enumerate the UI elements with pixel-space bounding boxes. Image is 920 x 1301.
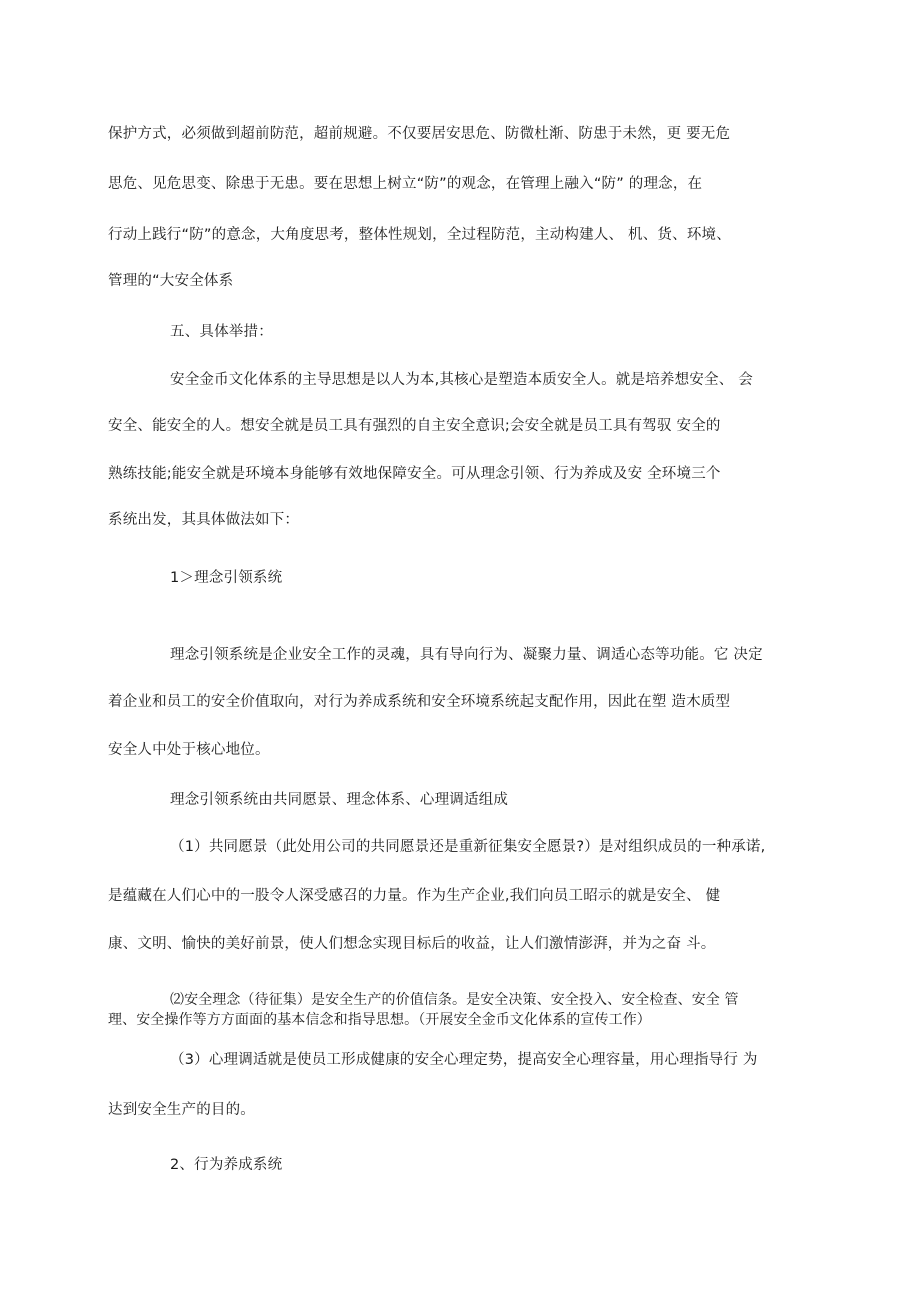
paragraph-line: 着企业和员工的安全价值取向，对行为养成系统和安全环境系统起支配作用，因此在塑 造木质型 (108, 694, 731, 710)
paragraph-line: 理念引领系统由共同愿景、理念体系、心理调适组成 (170, 792, 509, 808)
paragraph-line: 管理的“大安全体系 (108, 273, 234, 289)
paragraph-line: 康、文明、愉快的美好前景，使人们想念实现目标后的收益，让人们激情澎湃，并为之奋 斗。 (108, 936, 716, 952)
subsection-heading-2: 2、行为养成系统 (170, 1157, 283, 1173)
paragraph-line: 安全、能安全的人。想安全就是员工具有强烈的自主安全意识;会安全就是员工具有驾驭 安全的 (108, 418, 721, 434)
paragraph-line: 熟练技能;能安全就是环境本身能够有效地保障安全。可从理念引领、行为养成及安 全环境三个 (108, 466, 721, 482)
paragraph-line: （1）共同愿景（此处用公司的共同愿景还是重新征集安全愿景?）是对组织成员的一种承诺, (170, 839, 766, 855)
paragraph-line: 是蕴藏在人们心中的一股令人深受感召的力量。作为生产企业,我们向员工昭示的就是安全、 健 (108, 888, 721, 904)
subsection-heading-1: 1＞理念引领系统 (170, 570, 283, 586)
paragraph-line: 保护方式，必须做到超前防范，超前规避。不仅要居安思危、防微杜渐、防患于未然，更 要无危 (108, 126, 731, 142)
paragraph-line: 安全人中处于核心地位。 (108, 742, 270, 758)
paragraph-line: 达到安全生产的目的。 (108, 1102, 255, 1118)
paragraph-line: ⑵安全理念（待征集）是安全生产的价值信条。是安全决策、安全投入、安全检查、安全 管 (170, 992, 739, 1008)
paragraph-line: （3）心理调适就是使员工形成健康的安全心理定势，提高安全心理容量，用心理指导行 为 (170, 1052, 758, 1068)
section-heading-five: 五、具体举措： (170, 324, 273, 340)
paragraph-line: 行动上践行“防”的意念，大角度思考，整体性规划，全过程防范，主动构建人、 机、货、环境、 (108, 227, 731, 243)
paragraph-line: 思危、见危思变、除患于无患。要在思想上树立“防”的观念，在管理上融入“防” 的理念，在 (108, 176, 703, 192)
paragraph-line: 理、安全操作等方方面面的基本信念和指导思想。（开展安全金币文化体系的宣传工作） (108, 1012, 651, 1028)
paragraph-line: 系统出发，其具体做法如下： (108, 512, 300, 528)
paragraph-line: 理念引领系统是企业安全工作的灵魂，具有导向行为、凝聚力量、调适心态等功能。它 决定 (170, 647, 763, 663)
paragraph-line: 安全金币文化体系的主导思想是以人为本,其核心是塑造本质安全人。就是培养想安全、 会 (170, 372, 753, 388)
